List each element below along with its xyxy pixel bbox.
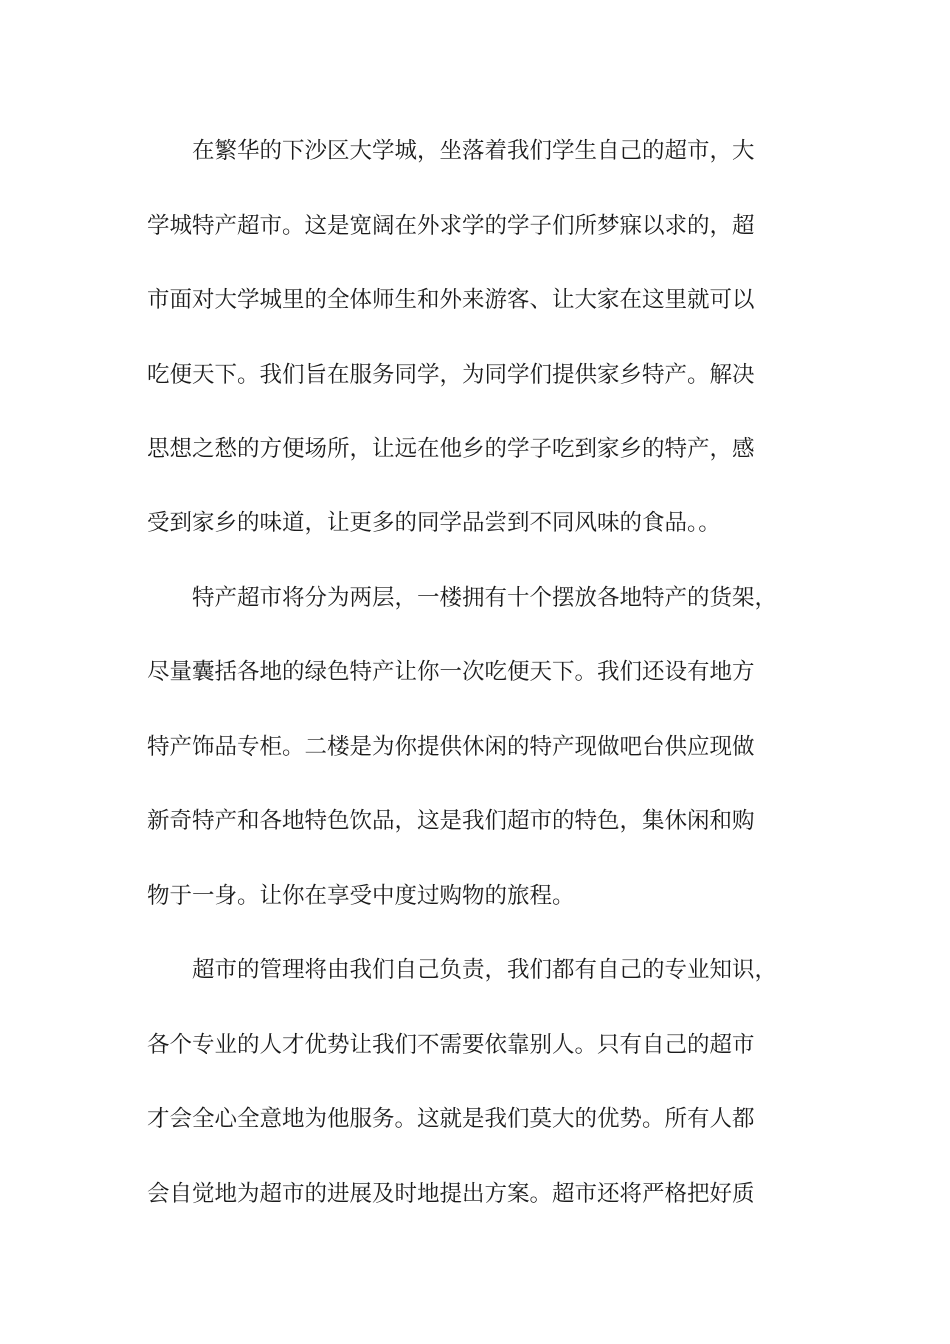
paragraph-2-line-4: 新奇特产和各地特色饮品，这是我们超市的特色，集休闲和购 [147, 808, 755, 834]
paragraph-1-line-2: 学城特产超市。这是宽阔在外求学的学子们所梦寐以求的，超 [147, 213, 755, 239]
paragraph-3-line-2: 各个专业的人才优势让我们不需要依靠别人。只有自己的超市 [147, 1032, 755, 1058]
paragraph-2-line-5: 物于一身。让你在享受中度过购物的旅程。 [147, 883, 575, 909]
paragraph-1-line-3: 市面对大学城里的全体师生和外来游客、让大家在这里就可以 [147, 287, 755, 313]
paragraph-2-line-1: 特产超市将分为两层，一楼拥有十个摆放各地特产的货架， [192, 585, 778, 611]
paragraph-3-line-3: 才会全心全意地为他服务。这就是我们莫大的优势。所有人都 [147, 1106, 755, 1132]
paragraph-2-line-2: 尽量囊括各地的绿色特产让你一次吃便天下。我们还设有地方 [147, 659, 755, 685]
paragraph-3-line-1: 超市的管理将由我们自己负责，我们都有自己的专业知识， [192, 957, 778, 983]
paragraph-1-line-4: 吃便天下。我们旨在服务同学，为同学们提供家乡特产。解决 [147, 362, 755, 388]
paragraph-1-line-6: 受到家乡的味道，让更多的同学品尝到不同风味的食品。。 [147, 510, 721, 536]
paragraph-2-line-3: 特产饰品专柜。二楼是为你提供休闲的特产现做吧台供应现做 [147, 734, 755, 760]
paragraph-3-line-4: 会自觉地为超市的进展及时地提出方案。超市还将严格把好质 [147, 1181, 755, 1207]
paragraph-1-line-1: 在繁华的下沙区大学城，坐落着我们学生自己的超市，大 [192, 138, 755, 164]
paragraph-1-line-5: 思想之愁的方便场所，让远在他乡的学子吃到家乡的特产，感 [147, 436, 755, 462]
